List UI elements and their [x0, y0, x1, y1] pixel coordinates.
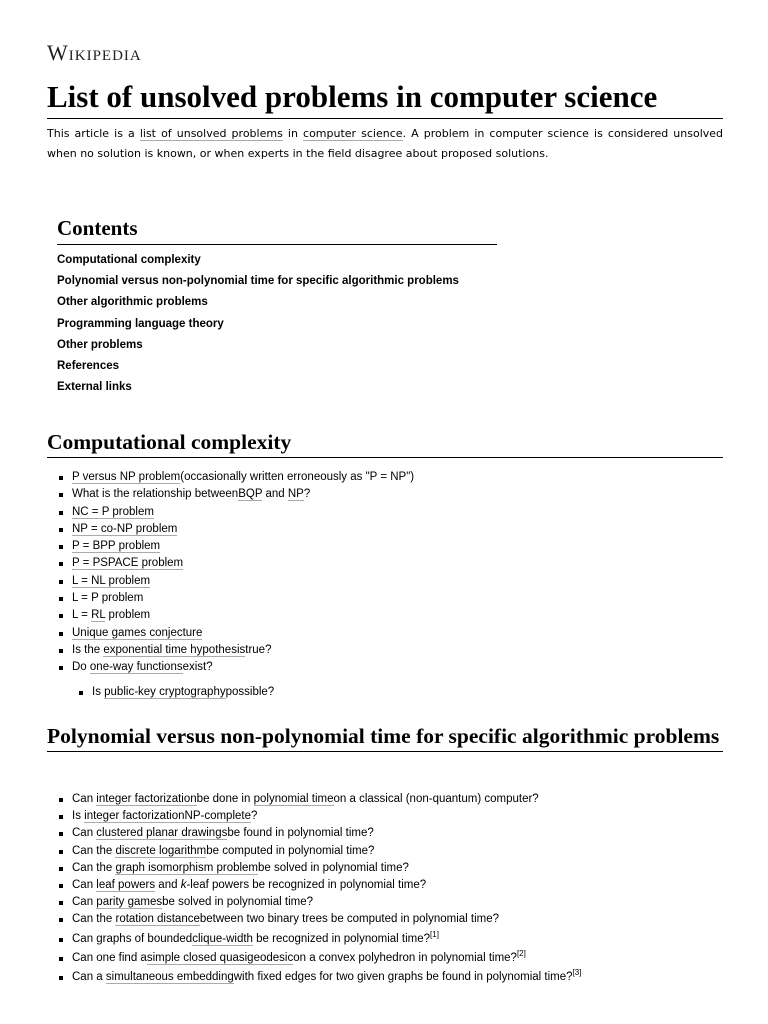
- link-p-bpp[interactable]: P = BPP problem: [72, 540, 161, 553]
- list-item: Can graphs of boundedclique-width be recognized in polynomial time?[1]: [47, 931, 723, 948]
- link-discrete-logarithm[interactable]: discrete logarithm: [115, 844, 207, 857]
- toc-item-other-algorithmic[interactable]: Other algorithmic problems: [57, 296, 208, 309]
- toc-item-external-links[interactable]: External links: [57, 381, 132, 394]
- list-item: Can clustered planar drawingsbe found in polynomial time?: [47, 825, 723, 842]
- link-p-pspace[interactable]: P = PSPACE problem: [72, 557, 184, 570]
- list-item: What is the relationship betweenBQP and NP?: [47, 486, 723, 503]
- page-title: List of unsolved problems in computer science: [47, 78, 723, 119]
- link-rotation-distance[interactable]: rotation distance: [115, 913, 200, 926]
- link-integer-factorization[interactable]: integer factorization: [96, 793, 197, 805]
- link-graph-isomorphism-problem[interactable]: graph isomorphism problem: [115, 861, 259, 874]
- list-item: Can the discrete logarithmbe computed in polynomial time?: [47, 843, 723, 860]
- list-item: Is public-key cryptographypossible?: [47, 684, 723, 701]
- list-item: Can integer factorizationbe done in polynomial timeon a classical (non-quantum) computer?: [47, 791, 723, 808]
- link-parity-games[interactable]: parity games: [96, 896, 163, 909]
- link-simultaneous-embedding[interactable]: simultaneous embedding: [105, 971, 234, 984]
- toc-item-programming-language[interactable]: Programming language theory: [57, 317, 224, 330]
- link-p-versus-np[interactable]: P versus NP problem: [72, 471, 181, 483]
- list-item: L = P problem: [47, 590, 723, 607]
- list-item: Can a simultaneous embeddingwith fixed edges for two given graphs be found in polynomial time?[3]: [47, 969, 723, 986]
- list-item: L = RL problem: [47, 607, 723, 624]
- link-clique-width[interactable]: clique-width: [192, 932, 253, 945]
- link-np-conp[interactable]: NP = co-NP problem: [72, 522, 178, 535]
- toc-item-other-problems[interactable]: Other problems: [57, 338, 143, 351]
- section-heading-polynomial-time: Polynomial versus non-polynomial time for specific algorithmic problems: [47, 722, 723, 752]
- intro-paragraph: This article is a list of unsolved problems in computer science. A problem in computer science is considered unsolved when no solution is known, or when experts in the field disagree about proposed solutions.: [47, 127, 724, 160]
- list-item: [47, 573, 723, 590]
- list-item: Can leaf powers and k-leaf powers be recognized in polynomial time?: [47, 877, 723, 894]
- link-unique-games[interactable]: Unique games conjecture: [72, 626, 203, 639]
- list-item: Is the exponential time hypothesistrue?: [47, 642, 723, 659]
- link-bqp[interactable]: BQP: [238, 488, 263, 501]
- citation-1[interactable]: [1]: [430, 929, 439, 939]
- link-leaf-powers[interactable]: leaf powers: [96, 879, 156, 892]
- toc-item-computational-complexity[interactable]: Computational complexity: [57, 254, 201, 266]
- table-of-contents: [57, 214, 497, 398]
- list-item: Is integer factorizationNP-complete?: [47, 808, 723, 825]
- link-nc-p[interactable]: NC = P problem: [72, 505, 154, 518]
- wikipedia-wordmark[interactable]: Wikipedia: [47, 40, 142, 65]
- list-item: Can one find asimple closed quasigeodesicon a convex polyhedron in polynomial time?[2]: [47, 950, 723, 967]
- link-public-key-cryptography[interactable]: public-key cryptography: [104, 685, 226, 698]
- link-l-nl[interactable]: L = NL problem: [72, 574, 151, 587]
- polynomial-list: [47, 791, 723, 986]
- link-np-complete[interactable]: NP-complete: [184, 810, 251, 823]
- link-clustered-planar-drawings[interactable]: clustered planar drawings: [96, 827, 228, 840]
- list-item: Can parity gamesbe solved in polynomial time?: [47, 894, 723, 911]
- toc-title: Contents: [57, 214, 497, 245]
- toc-item-references[interactable]: References: [57, 360, 120, 373]
- complexity-list: [47, 469, 723, 701]
- section-heading-computational-complexity: Computational complexity: [47, 428, 723, 458]
- list-item: [47, 504, 723, 521]
- link-simple-closed-quasigeodesic[interactable]: simple closed quasigeodesic: [146, 951, 294, 964]
- list-item: [47, 538, 723, 555]
- link-rl[interactable]: RL: [91, 609, 106, 622]
- toc-item-polynomial-time[interactable]: Polynomial versus non-polynomial time for specific algorithmic problems: [57, 275, 459, 288]
- link-one-way-functions[interactable]: one-way functions: [89, 661, 183, 674]
- list-item: Can the rotation distancebetween two binary trees be computed in polynomial time?: [47, 911, 723, 928]
- link-np[interactable]: NP: [287, 488, 304, 501]
- link-integer-factorization-2[interactable]: integer factorization: [84, 810, 185, 823]
- list-item: [47, 555, 723, 572]
- list-item: [47, 625, 723, 642]
- citation-2[interactable]: [2]: [516, 949, 526, 958]
- list-item: P versus NP problem(occasionally written erroneously as "P = NP"): [47, 469, 723, 486]
- link-exponential-time-hypothesis[interactable]: exponential time hypothesis: [103, 643, 246, 656]
- list-item: Do one-way functionsexist?: [47, 659, 723, 676]
- citation-3[interactable]: [3]: [572, 968, 582, 978]
- list-item: Can the graph isomorphism problembe solved in polynomial time?: [47, 860, 723, 877]
- list-item: [47, 521, 723, 538]
- link-polynomial-time[interactable]: polynomial time: [253, 793, 334, 805]
- link-computer-science[interactable]: computer science: [303, 127, 403, 140]
- link-list-of-unsolved-problems[interactable]: list of unsolved problems: [139, 127, 283, 140]
